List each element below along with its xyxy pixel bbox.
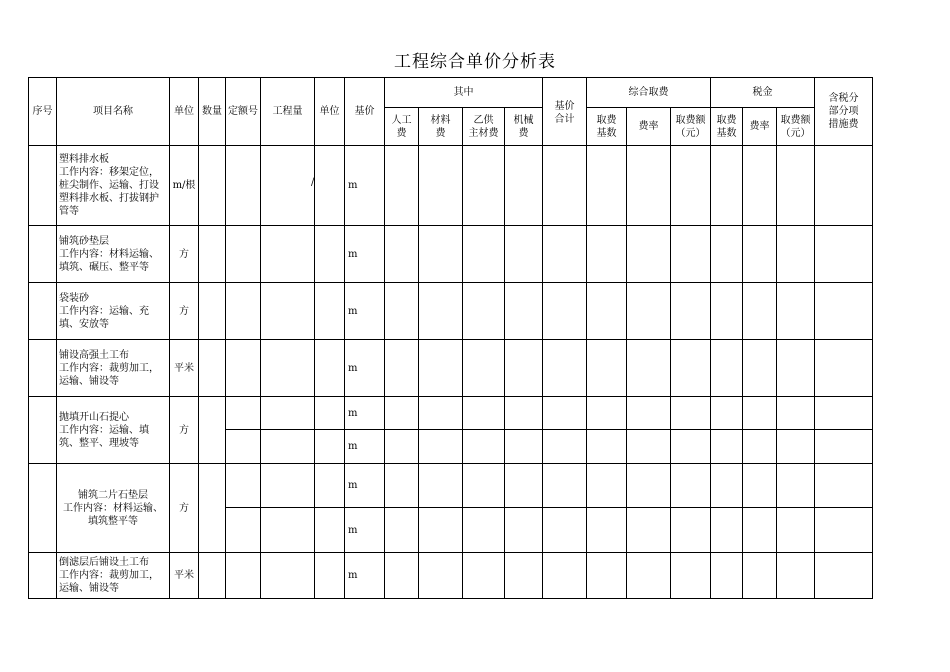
value-cell	[463, 464, 505, 508]
base-price-cell: m	[345, 553, 385, 599]
value-cell	[711, 508, 743, 553]
value-cell	[743, 226, 777, 283]
quota-no-cell	[226, 283, 261, 340]
value-cell	[711, 226, 743, 283]
quantity-cell	[199, 553, 226, 599]
value-cell	[505, 226, 543, 283]
base-price-cell: m	[345, 340, 385, 397]
item-name-cell: 袋装砂 工作内容：运输、充填、安放等	[57, 283, 170, 340]
table-row	[29, 283, 873, 340]
seq-cell	[29, 283, 57, 340]
header-tax-base: 取费 基数	[711, 108, 743, 146]
value-cell	[627, 397, 671, 430]
unit-cell: 方	[170, 283, 199, 340]
unit2-cell	[315, 283, 345, 340]
value-cell	[671, 508, 711, 553]
value-cell	[543, 430, 587, 464]
value-cell	[815, 553, 873, 599]
item-name-cell: 铺筑二片石垫层 工作内容：材料运输、填筑整平等	[57, 464, 170, 553]
value-cell	[385, 340, 419, 397]
value-cell	[463, 430, 505, 464]
value-cell	[543, 508, 587, 553]
value-cell	[463, 226, 505, 283]
value-cell	[627, 553, 671, 599]
value-cell	[627, 464, 671, 508]
value-cell	[671, 553, 711, 599]
table-row	[29, 340, 873, 397]
value-cell	[505, 283, 543, 340]
work-qty-cell	[261, 340, 315, 397]
unit2-cell	[315, 226, 345, 283]
header-fee-rate: 费率	[627, 108, 671, 146]
value-cell	[505, 553, 543, 599]
table-row	[29, 553, 873, 599]
unit-cell: 方	[170, 226, 199, 283]
value-cell	[587, 397, 627, 430]
header-tax-group: 税金	[711, 78, 815, 108]
value-cell	[671, 226, 711, 283]
value-cell	[711, 553, 743, 599]
value-cell	[627, 340, 671, 397]
value-cell	[711, 146, 743, 226]
item-name-cell: 铺设高强土工布 工作内容：裁剪加工，运输、铺设等	[57, 340, 170, 397]
unit2-cell	[315, 340, 345, 397]
quantity-cell	[199, 397, 226, 464]
value-cell	[711, 283, 743, 340]
value-cell	[777, 397, 815, 430]
value-cell	[627, 283, 671, 340]
value-cell	[463, 283, 505, 340]
value-cell	[543, 553, 587, 599]
quota-no-cell	[226, 430, 261, 464]
value-cell	[385, 397, 419, 430]
value-cell	[627, 430, 671, 464]
header-among: 其中	[385, 78, 543, 108]
value-cell	[419, 508, 463, 553]
seq-cell	[29, 464, 57, 553]
value-cell	[463, 146, 505, 226]
value-cell	[505, 430, 543, 464]
table-row	[29, 464, 873, 508]
table-row	[29, 226, 873, 283]
value-cell	[777, 508, 815, 553]
value-cell	[587, 508, 627, 553]
value-cell	[815, 340, 873, 397]
work-qty-cell	[261, 430, 315, 464]
value-cell	[777, 464, 815, 508]
value-cell	[627, 146, 671, 226]
table-row	[29, 146, 873, 226]
value-cell	[543, 146, 587, 226]
value-cell	[463, 508, 505, 553]
unit-cell: 平米	[170, 340, 199, 397]
item-name-cell: 倒滤层后铺设土工布 工作内容：裁剪加工，运输、铺设等	[57, 553, 170, 599]
value-cell	[815, 464, 873, 508]
work-qty-cell	[261, 464, 315, 508]
value-cell	[777, 430, 815, 464]
base-price-cell: m	[345, 146, 385, 226]
work-qty-cell	[261, 397, 315, 430]
work-qty-cell	[261, 146, 315, 226]
value-cell	[815, 397, 873, 430]
header-work-qty: 工程量	[261, 78, 315, 146]
header-machinery: 机械 费	[505, 108, 543, 146]
seq-cell	[29, 226, 57, 283]
value-cell	[743, 553, 777, 599]
work-qty-cell	[261, 283, 315, 340]
value-cell	[815, 226, 873, 283]
value-cell	[671, 397, 711, 430]
value-cell	[463, 340, 505, 397]
value-cell	[587, 430, 627, 464]
seq-cell	[29, 340, 57, 397]
quantity-cell	[199, 340, 226, 397]
header-measures: 含税分 部分项 措施费	[815, 78, 873, 146]
value-cell	[419, 340, 463, 397]
value-cell	[543, 226, 587, 283]
unit-cell: 平米	[170, 553, 199, 599]
value-cell	[671, 464, 711, 508]
value-cell	[587, 464, 627, 508]
value-cell	[419, 283, 463, 340]
value-cell	[815, 508, 873, 553]
header-fee-base: 取费 基数	[587, 108, 627, 146]
quantity-cell	[199, 226, 226, 283]
quantity-cell	[199, 283, 226, 340]
header-tax-amount: 取费额 （元）	[777, 108, 815, 146]
header-owner-material: 乙供 主材费	[463, 108, 505, 146]
quota-no-cell	[226, 397, 261, 430]
header-seq: 序号	[29, 78, 57, 146]
unit-cell: 方	[170, 397, 199, 464]
quantity-cell	[199, 146, 226, 226]
value-cell	[671, 430, 711, 464]
work-qty-cell	[261, 553, 315, 599]
value-cell	[543, 397, 587, 430]
slash-mark: /	[311, 177, 315, 188]
value-cell	[385, 226, 419, 283]
value-cell	[815, 146, 873, 226]
quota-no-cell	[226, 508, 261, 553]
work-qty-cell	[261, 226, 315, 283]
unit2-cell	[311, 146, 345, 226]
value-cell	[627, 508, 671, 553]
value-cell	[419, 146, 463, 226]
value-cell	[505, 146, 543, 226]
value-cell	[743, 508, 777, 553]
base-price-cell: m	[345, 397, 385, 430]
value-cell	[505, 397, 543, 430]
base-price-cell: m	[345, 464, 385, 508]
value-cell	[463, 397, 505, 430]
item-name-cell: 抛填开山石提心 工作内容：运输、填筑、整平、理坡等	[57, 397, 170, 464]
value-cell	[777, 226, 815, 283]
base-price-cell: m	[345, 283, 385, 340]
value-cell	[463, 553, 505, 599]
header-quota-no: 定额号	[226, 78, 261, 146]
seq-cell	[29, 397, 57, 464]
value-cell	[743, 464, 777, 508]
value-cell	[711, 397, 743, 430]
value-cell	[815, 430, 873, 464]
value-cell	[505, 464, 543, 508]
value-cell	[815, 283, 873, 340]
header-base-price: 基价	[345, 78, 385, 146]
header-quantity: 数量	[199, 78, 226, 146]
value-cell	[543, 340, 587, 397]
unit2-cell	[315, 397, 345, 430]
header-base-total: 基价 合计	[543, 78, 587, 146]
header-unit2: 单位	[315, 78, 345, 146]
seq-cell	[29, 146, 57, 226]
quota-no-cell	[226, 146, 261, 226]
quota-no-cell	[226, 226, 261, 283]
unit2-cell	[315, 464, 345, 508]
item-name-cell: 塑料排水板 工作内容：移架定位，桩尖制作、运输、打设塑料排水板、打拔钢护管等	[57, 146, 170, 226]
quota-no-cell	[226, 464, 261, 508]
value-cell	[385, 146, 419, 226]
value-cell	[671, 340, 711, 397]
value-cell	[587, 340, 627, 397]
value-cell	[419, 430, 463, 464]
value-cell	[587, 553, 627, 599]
value-cell	[419, 397, 463, 430]
value-cell	[711, 340, 743, 397]
unit2-cell	[315, 553, 345, 599]
value-cell	[587, 226, 627, 283]
unit-price-analysis-table	[28, 77, 873, 599]
value-cell	[587, 146, 627, 226]
table-row	[29, 397, 873, 430]
header-item-name: 项目名称	[57, 78, 170, 146]
header-labor: 人工 费	[385, 108, 419, 146]
seq-cell	[29, 553, 57, 599]
quota-no-cell	[226, 340, 261, 397]
header-unit: 单位	[170, 78, 199, 146]
value-cell	[743, 430, 777, 464]
value-cell	[777, 340, 815, 397]
quantity-cell	[199, 464, 226, 553]
header-material: 材料 费	[419, 108, 463, 146]
page-title: 工程综合单价分析表	[394, 52, 556, 72]
table-body	[29, 146, 873, 599]
value-cell	[777, 283, 815, 340]
value-cell	[419, 464, 463, 508]
value-cell	[505, 340, 543, 397]
header-fee-amount: 取费额 （元）	[671, 108, 711, 146]
base-price-cell: m	[345, 430, 385, 464]
value-cell	[385, 553, 419, 599]
value-cell	[711, 464, 743, 508]
work-qty-cell	[261, 508, 315, 553]
value-cell	[627, 226, 671, 283]
value-cell	[711, 430, 743, 464]
value-cell	[743, 397, 777, 430]
value-cell	[543, 283, 587, 340]
quota-no-cell	[226, 553, 261, 599]
value-cell	[777, 553, 815, 599]
unit2-cell	[315, 508, 345, 553]
item-name-cell: 铺筑砂垫层 工作内容：材料运输、填筑、碾压、整平等	[57, 226, 170, 283]
value-cell	[743, 340, 777, 397]
value-cell	[777, 146, 815, 226]
base-price-cell: m	[345, 508, 385, 553]
value-cell	[385, 464, 419, 508]
header-fee-group: 综合取费	[587, 78, 711, 108]
value-cell	[743, 146, 777, 226]
unit-cell: 方	[170, 464, 199, 553]
value-cell	[671, 283, 711, 340]
unit2-cell	[315, 430, 345, 464]
value-cell	[419, 226, 463, 283]
value-cell	[419, 553, 463, 599]
value-cell	[587, 283, 627, 340]
value-cell	[385, 430, 419, 464]
base-price-cell: m	[345, 226, 385, 283]
header-tax-rate: 费率	[743, 108, 777, 146]
value-cell	[385, 283, 419, 340]
unit-cell: m/根	[170, 146, 199, 226]
value-cell	[385, 508, 419, 553]
value-cell	[743, 283, 777, 340]
value-cell	[505, 508, 543, 553]
value-cell	[671, 146, 711, 226]
value-cell	[543, 464, 587, 508]
